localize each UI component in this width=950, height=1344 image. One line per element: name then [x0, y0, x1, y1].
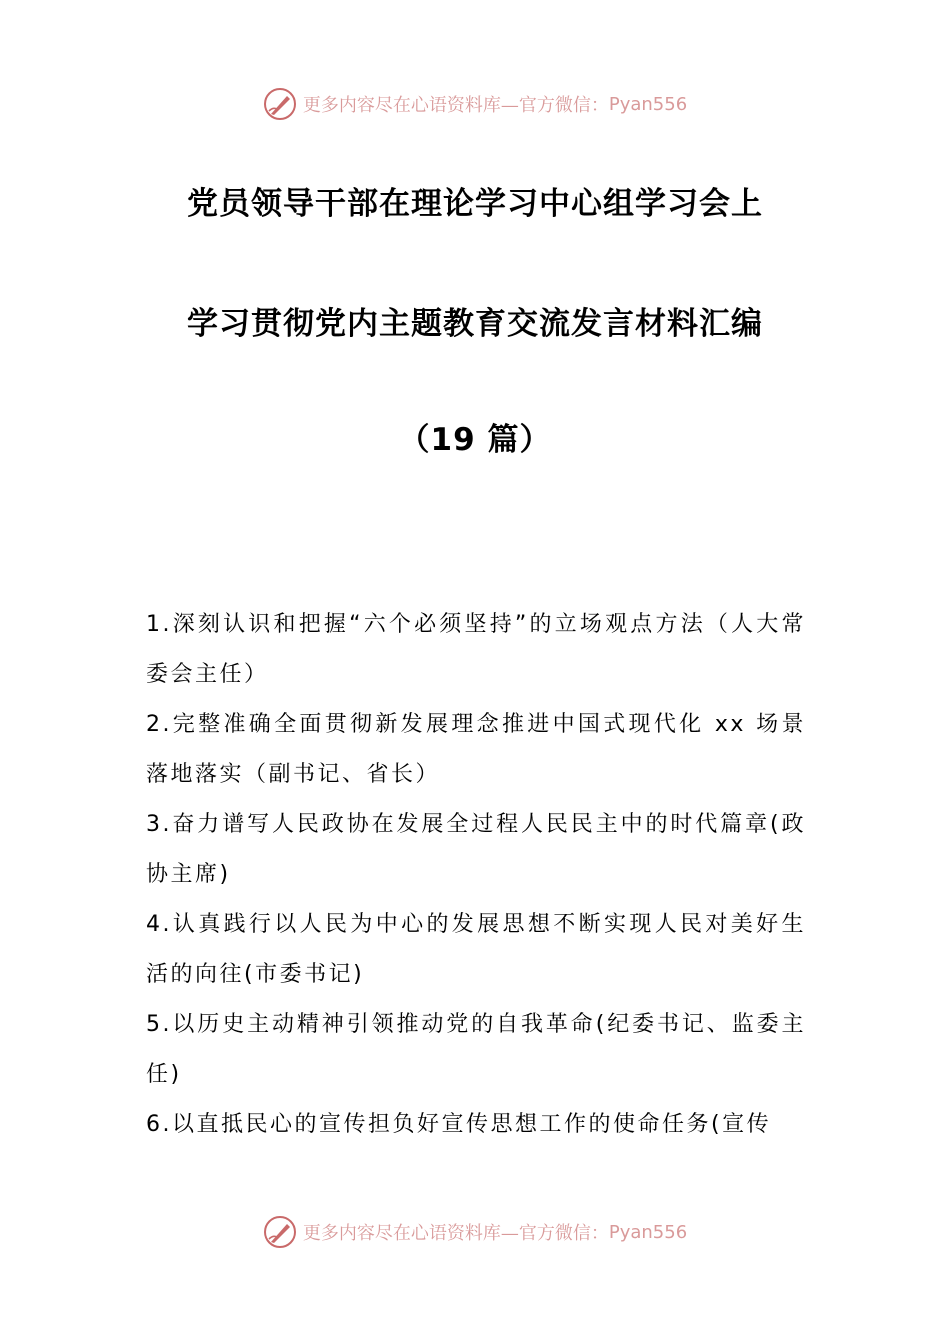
toc-item-4: 4.认真践行以人民为中心的发展思想不断实现人民对美好生活的向往(市委书记)	[146, 912, 806, 987]
toc-item-2: 2.完整准确全面贯彻新发展理念推进中国式现代化 xx 场景落地落实（副书记、省长）	[146, 712, 806, 787]
toc-item-5: 5.以历史主动精神引领推动党的自我革命(纪委书记、监委主任)	[146, 1012, 806, 1087]
quill-pen-logo-icon	[263, 87, 297, 121]
toc-item-6: 6.以直抵民心的宣传担负好宣传思想工作的使命任务(宣传	[146, 1112, 772, 1137]
document-title-line-2: 学习贯彻党内主题教育交流发言材料汇编	[187, 306, 763, 342]
quill-pen-logo-icon	[263, 1215, 297, 1249]
document-title-count: （19 篇）	[398, 422, 552, 458]
watermark-handle: Pyan556	[608, 93, 688, 115]
header-watermark	[0, 84, 950, 124]
toc-item-3: 3.奋力谱写人民政协在发展全过程人民民主中的时代篇章(政协主席)	[146, 812, 806, 887]
toc-item-1: 1.深刻认识和把握“六个必须坚持”的立场观点方法（人大常委会主任）	[146, 612, 806, 687]
watermark-text: 更多内容尽在心语资料库—官方微信：	[302, 95, 609, 116]
footer-watermark	[0, 1212, 950, 1252]
watermark-handle: Pyan556	[608, 1221, 688, 1243]
table-of-contents	[146, 600, 806, 1150]
document-title-line-1: 党员领导干部在理论学习中心组学习会上	[187, 186, 763, 222]
watermark-text: 更多内容尽在心语资料库—官方微信：	[302, 1223, 609, 1244]
